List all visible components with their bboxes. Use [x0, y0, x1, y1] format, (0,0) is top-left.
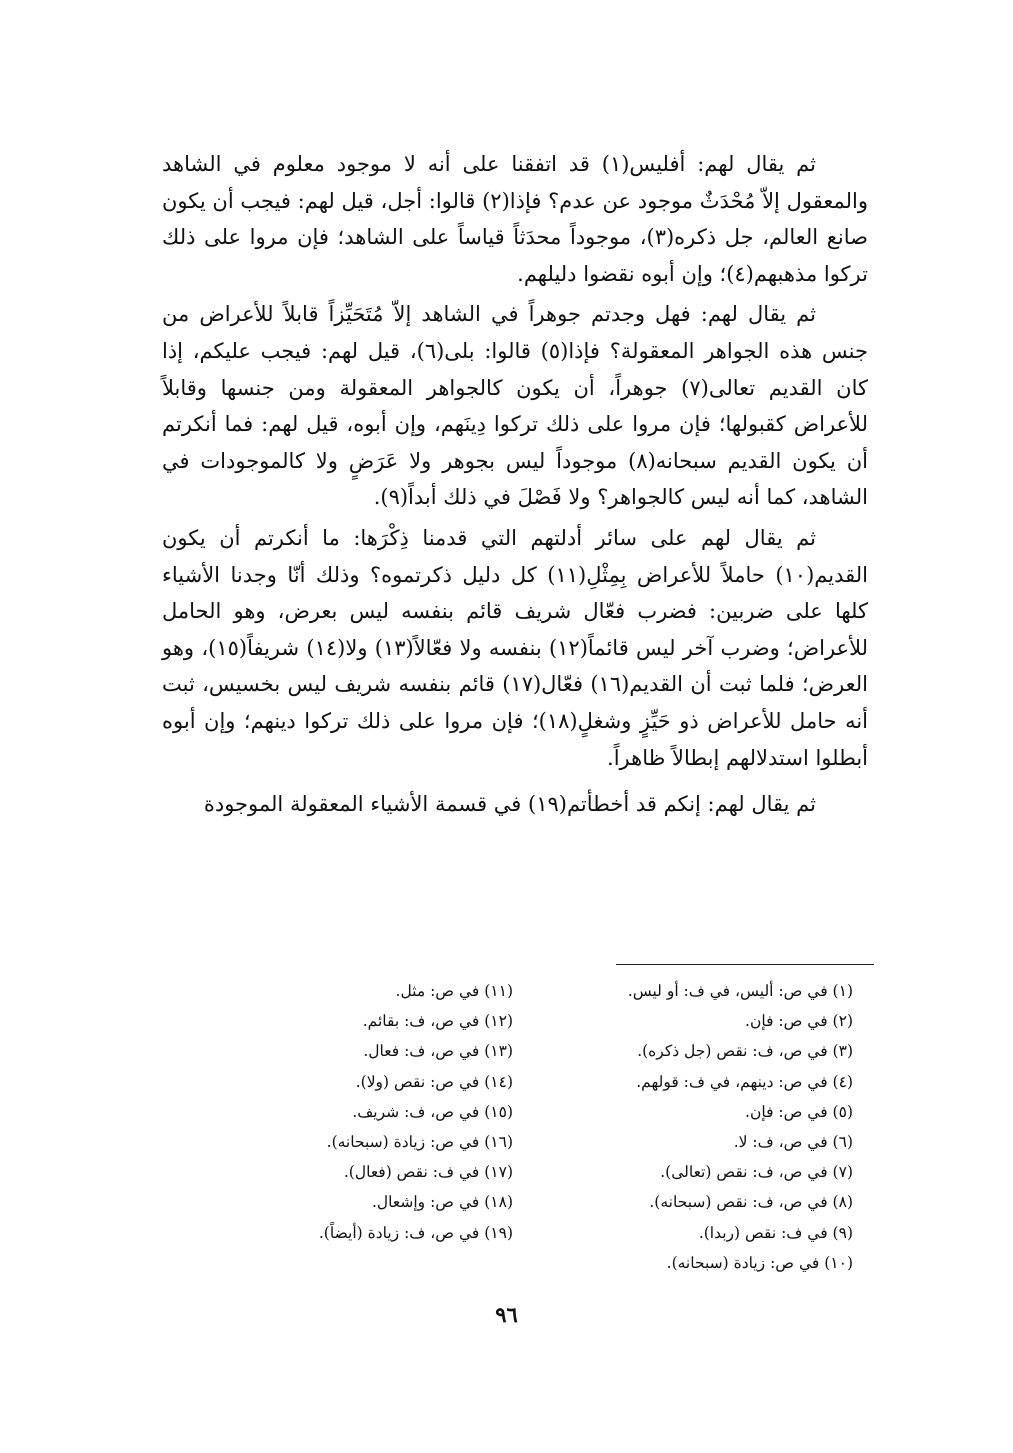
paragraph-2: ثم يقال لهم: فهل وجدتم جوهراً في الشاهد إلاّ مُتَحَيِّزاً قابلاً للأعراض من جنس هذه الجواهر المعقولة؟ فإذا(٥) قالوا: بلى(٦)، قيل لهم: فيجب عليكم، إذا كان القديم تعالى(٧) جوهراً، أن يكون كالجواهر المعقولة ومن جنسها وقابلاً للأعراض كقبولها؛ فإن مروا على ذلك تركوا دِينَهم، وإن أبوه، قيل لهم: فما أنكرتم أن يكون القديم سبحانه(٨) موجوداً ليس بجوهر ولا عَرَضٍ ولا كالموجودات في الشاهد، كما أنه ليس كالجواهر؟ ولا فَصْلَ في ذلك أبداً(٩).: [162, 302, 869, 510]
footnote-17: (١٧) في ف: نقص (فعال).: [343, 1163, 513, 1182]
paragraph-4: ثم يقال لهم: إنكم قد أخطأتم(١٩) في قسمة الأشياء المعقولة الموجودة: [203, 792, 816, 817]
footnote-10: (١٠) في ص: زيادة (سبحانه).: [666, 1253, 853, 1272]
footnote-15: (١٥) في ص، ف: شريف.: [352, 1102, 513, 1121]
footnote-3: (٣) في ص، ف: نقص (جل ذكره).: [637, 1042, 853, 1061]
main-text: [162, 146, 868, 823]
footnote-13: (١٣) في ص، ف: فعال.: [363, 1042, 513, 1061]
footnote-18: (١٨) في ص: وإشعال.: [371, 1193, 513, 1212]
footnote-4: (٤) في ص: دينهم، في ف: قولهم.: [636, 1072, 853, 1091]
paragraph-1: ثم يقال لهم: أفليس(١) قد اتفقنا على أنه لا موجود معلوم في الشاهد والمعقول إلاّ مُحْدَثٌ موجود عن عدم؟ فإذا(٢) قالوا: أجل، قيل لهم: فيجب أن يكون صانع العالم، جل ذكره(٣)، موجوداً محدَثاً قياساً على الشاهد؛ فإن مروا على ذلك تركوا مذهبهم(٤)؛ وإن أبوه نقضوا دليلهم.: [162, 152, 868, 286]
footnote-9: (٩) في ف: نقص (ربدا).: [698, 1223, 853, 1242]
footnote-8: (٨) في ص، ف: نقص (سبحانه).: [649, 1193, 853, 1212]
footnote-6: (٦) في ص، ف: لا.: [733, 1133, 853, 1152]
page-number: ٩٦: [495, 1302, 518, 1327]
footnote-11: (١١) في ص: مثل.: [395, 982, 513, 1000]
footnote-12: (١٢) في ص، ف: بقائم.: [362, 1012, 513, 1031]
footnote-19: (١٩) في ص، ف: زيادة (أيضاً).: [318, 1223, 513, 1242]
paragraph-3: ثم يقال لهم على سائر أدلتهم التي قدمنا ذِكْرَها: ما أنكرتم أن يكون القديم(١٠) حاملاً للأعراض بِمِثْلِ(١١) كل دليل ذكرتموه؟ وذلك أنّا وجدنا الأشياء كلها على ضربين: فضرب فعّال شريف قائم بنفسه ليس بعرض، وهو الحامل للأعراض؛ وضرب آخر ليس قائماً(١٢) بنفسه ولا فعّالاً(١٣) ولا(١٤) شريفاً(١٥)، وهو العرض؛ فلما ثبت أن القديم(١٦) فعّال(١٧) قائم بنفسه شريف ليس بخسيس، ثبت أنه حامل للأعراض ذو حَيِّزٍ وشغلٍ(١٨)؛ فإن مروا على ذلك تركوا دينهم؛ وإن أبوه أبطلوا استدلالهم إبطالاً ظاهراً.: [162, 525, 869, 770]
footnote-separator: [616, 964, 874, 965]
footnote-16: (١٦) في ص: زيادة (سبحانه).: [326, 1133, 513, 1152]
footnotes-column-right: [493, 976, 853, 1278]
footnote-7: (٧) في ص، ف: نقص (تعالى).: [660, 1163, 853, 1182]
footnote-5: (٥) في ص: فإن.: [745, 1102, 853, 1121]
footnote-14: (١٤) في ص: نقص (ولا).: [355, 1072, 513, 1091]
footnote-2: (٢) في ص: فإن.: [745, 1012, 853, 1031]
footnote-1: (١) في ص: أليس، في ف: أو ليس.: [627, 982, 853, 1000]
footnotes-column-left: [213, 976, 513, 1248]
